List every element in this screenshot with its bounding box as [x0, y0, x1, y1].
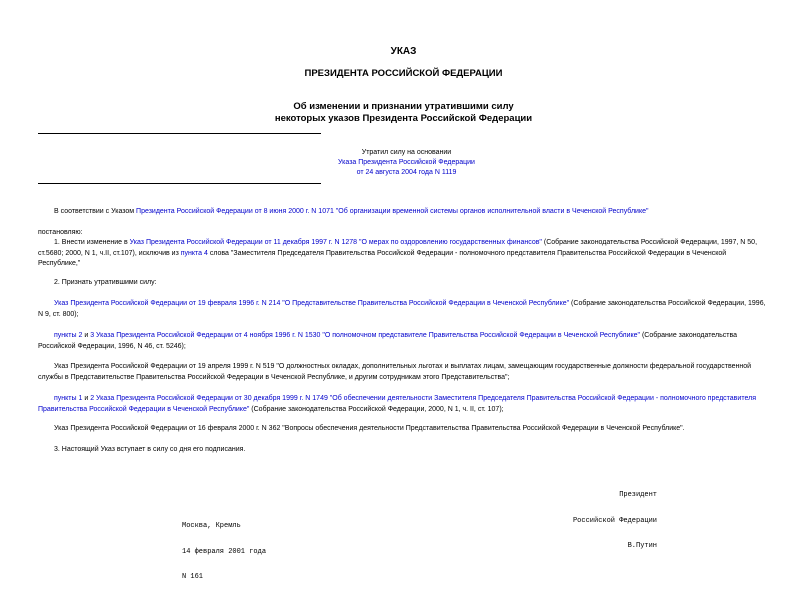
repeal-b-link-1[interactable]: пункты 2	[54, 332, 83, 339]
signature-line-2: Российской Федерации	[572, 516, 657, 525]
repeal-a-link[interactable]: Указ Президента Российской Федерации от 19 февраля 1996 г. N 214 "О Представительстве Правительства Российской Федерации в Чеченской Республике"	[54, 300, 570, 307]
subject-line-1: Об изменении и признании утратившими силу	[293, 101, 514, 112]
item-1-suffix: слова "Заместителя Председателя Правительства Российской Федерации - полномочного представителя Правительства Российской Федерации в Чеченской Республике,"	[38, 249, 727, 267]
item-3-paragraph: 3. Настоящий Указ вступает в силу со дня его подписания.	[54, 446, 246, 453]
intro-prefix: В соответствии с Указом	[54, 208, 137, 215]
item-1-link-2[interactable]: пункта 4	[180, 249, 208, 257]
lost-force-link-line-2[interactable]: от 24 августа 2004 года N 1119	[356, 169, 457, 176]
divider-top	[38, 133, 321, 134]
place-line-3: N 161	[182, 573, 204, 581]
lost-force-text: Утратил силу на основании	[361, 149, 452, 156]
intro-paragraph	[38, 207, 768, 218]
item-1-paragraph	[38, 238, 768, 270]
repeal-b-and: и	[82, 332, 91, 339]
place-line-2: 14 февраля 2001 года	[182, 547, 267, 556]
place-line-1: Москва, Кремль	[182, 522, 241, 530]
repeal-a-paragraph	[38, 299, 768, 320]
signature-block	[520, 474, 657, 568]
repeal-d-paragraph	[38, 394, 768, 415]
repeal-b-link-2[interactable]: 3	[90, 332, 95, 339]
title-president: ПРЕЗИДЕНТА РОССИЙСКОЙ ФЕДЕРАЦИИ	[304, 68, 503, 79]
decree-paragraph: постановляю:	[38, 229, 83, 236]
intro-link[interactable]: Президента Российской Федерации от 8 июня 2000 г. N 1071 "Об организации временной системы органов исполнительной власти в Чеченской Республике"	[136, 208, 649, 215]
title-ukaz: УКАЗ	[390, 46, 417, 57]
place-date-block	[182, 505, 266, 599]
repeal-e-paragraph: Указ Президента Российской Федерации от 16 февраля 2000 г. N 362 "Вопросы обеспечения деятельности Представительства Правительства Российской Федерации в Чеченской Республике".	[54, 425, 685, 432]
item-1-link[interactable]: Указ Президента Российской Федерации от 11 декабря 1997 г. N 1278 "О мерах по оздоровлению государственных финансов"	[129, 239, 542, 246]
repeal-c-paragraph: Указ Президента Российской Федерации от 19 апреля 1999 г. N 519 "О должностных окладах, дополнительных льготах и выплатах лицам, замещающим государственные должности федеральной государственной службы в Представительстве Правительства Российской Федерации в Чеченской Республике, и другим сотрудникам этого Представительства";	[38, 363, 752, 381]
item-1-prefix: 1. Внести изменение в	[54, 239, 130, 246]
repeal-a-suffix: (Собрание законодательства Российской Федерации, 1996, N 9, ст. 800);	[38, 300, 766, 318]
repeal-d-suffix: (Собрание законодательства Российской Федерации, 2000, N 1, ч. II, ст. 107);	[249, 405, 504, 413]
repeal-b-suffix: (Собрание законодательства Российской Федерации, 1996, N 46, ст. 5246);	[38, 332, 737, 350]
divider-bottom	[38, 183, 321, 184]
repeal-d-and: и	[82, 395, 91, 402]
document-subject	[0, 101, 807, 125]
item-1-mid: (Собрание законодательства Российской Федерации, 1997, N 50, ст.5680; 2000, N 1, ч.II, ст.107), исключив из	[38, 239, 758, 257]
lost-force-link-line-1[interactable]: Указа Президента Российской Федерации	[338, 159, 475, 166]
item-2-paragraph: 2. Признать утратившими силу:	[54, 279, 157, 286]
lost-force-note	[294, 148, 519, 178]
repeal-d-link-1[interactable]: пункты 1	[54, 395, 83, 402]
signature-line-3: В.Путин	[627, 542, 657, 550]
repeal-b-link-3[interactable]: Указа Президента Российской Федерации от 4 ноября 1996 г. N 1530 "О полномочном представителе Правительства Российской Федерации в Чеченской Республике"	[96, 332, 641, 339]
repeal-d-link-3[interactable]: Указа Президента Российской Федерации от 30 декабря 1999 г. N 1749 "Об обеспечении деятельности Заместителя Председателя Правительства Российской Федерации - полномочного представителя Правительства Российской Федерации в Чеченской Республике"	[38, 395, 756, 413]
subject-line-2: некоторых указов Президента Российской Федерации	[274, 113, 533, 124]
signature-line-1: Президент	[619, 491, 657, 499]
repeal-b-paragraph	[38, 331, 768, 352]
repeal-d-link-2[interactable]: 2	[90, 395, 95, 402]
